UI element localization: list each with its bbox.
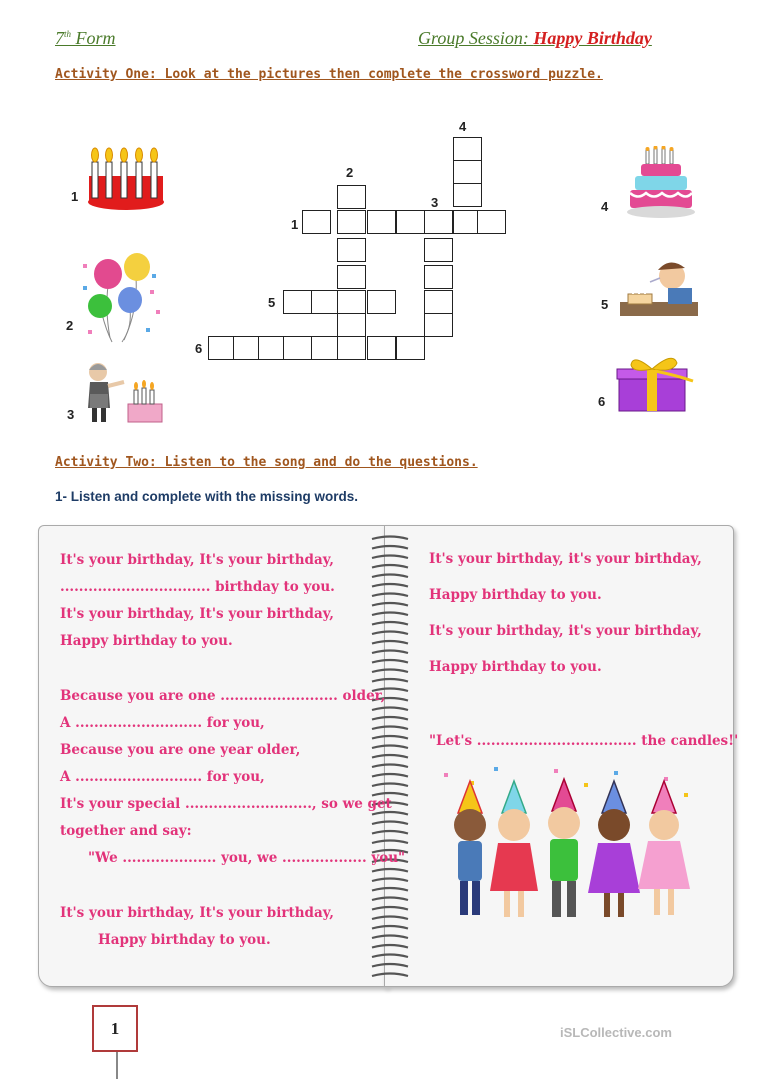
balloons-picture	[80, 250, 168, 345]
song-line[interactable]: "We .................... you, we .................. you"	[88, 850, 406, 866]
crossword-cell[interactable]	[283, 336, 312, 360]
form-label	[55, 28, 116, 49]
clue-number: 3	[431, 195, 439, 210]
song-line[interactable]: A ........................... for you,	[60, 715, 265, 731]
crossword-cell[interactable]	[453, 183, 482, 207]
clue-number: 1	[291, 217, 299, 232]
spiral-coil	[372, 708, 408, 711]
session-title	[418, 28, 652, 49]
clue-number: 6	[195, 341, 203, 356]
crossword-cell[interactable]	[337, 336, 366, 360]
candles-picture	[86, 146, 166, 210]
spiral-coil	[372, 717, 408, 720]
song-line: Happy birthday to you.	[98, 932, 271, 948]
spiral-coil	[372, 546, 408, 549]
spiral-coil	[372, 841, 408, 844]
spiral-coil	[372, 765, 408, 768]
spiral-coil	[372, 964, 408, 967]
song-line: Because you are one year older,	[60, 742, 301, 758]
crossword-cell[interactable]	[424, 265, 453, 289]
spiral-coil	[372, 917, 408, 920]
crossword-cell[interactable]	[311, 336, 340, 360]
session-prefix: Group Session:	[418, 28, 534, 48]
picture-number: 3	[67, 407, 75, 422]
song-line[interactable]: A ........................... for you,	[60, 769, 265, 785]
spiral-coil	[372, 594, 408, 597]
picture-number: 2	[66, 318, 74, 333]
watermark: iSLCollective.com	[560, 1025, 672, 1040]
song-line[interactable]: It's your special ..........................., so we get	[60, 796, 392, 812]
song-line: It's your birthday, it's your birthday,	[429, 623, 702, 639]
crossword-cell[interactable]	[424, 290, 453, 314]
crossword-cell[interactable]	[283, 290, 312, 314]
spiral-coil	[372, 822, 408, 825]
gift-picture	[615, 355, 695, 413]
spiral-coil	[372, 727, 408, 730]
crossword-cell[interactable]	[424, 210, 453, 234]
spiral-coil	[372, 556, 408, 559]
crossword-cell[interactable]	[337, 210, 366, 234]
crossword-cell[interactable]	[396, 336, 425, 360]
spiral-coil	[372, 898, 408, 901]
picture-number: 1	[71, 189, 79, 204]
spiral-coil	[372, 632, 408, 635]
song-line: It's your birthday, It's your birthday,	[60, 606, 334, 622]
spiral-coil	[372, 641, 408, 644]
crossword-cell[interactable]	[424, 238, 453, 262]
crossword-cell[interactable]	[424, 313, 453, 337]
clue-number: 2	[346, 165, 354, 180]
crossword-cell[interactable]	[337, 265, 366, 289]
crossword-cell[interactable]	[477, 210, 506, 234]
crossword-cell[interactable]	[396, 210, 425, 234]
picture-number: 5	[601, 297, 609, 312]
picture-number: 6	[598, 394, 606, 409]
spiral-coil	[372, 679, 408, 682]
spiral-coil	[372, 869, 408, 872]
page-number-line	[116, 1052, 118, 1079]
spiral-coil	[372, 622, 408, 625]
spiral-coil	[372, 537, 408, 540]
clue-number: 5	[268, 295, 276, 310]
crossword-cell[interactable]	[367, 210, 396, 234]
spiral-coil	[372, 974, 408, 977]
spiral-coil	[372, 784, 408, 787]
clue-number: 4	[459, 119, 467, 134]
spiral-coil	[372, 575, 408, 578]
crossword-cell[interactable]	[367, 290, 396, 314]
spiral-coil	[372, 926, 408, 929]
crossword-cell[interactable]	[311, 290, 340, 314]
song-line: together and say:	[60, 823, 192, 839]
song-line: It's your birthday, It's your birthday,	[60, 552, 334, 568]
spiral-coil	[372, 660, 408, 663]
spiral-coil	[372, 613, 408, 616]
crossword-cell[interactable]	[337, 313, 366, 337]
spiral-coil	[372, 603, 408, 606]
activity-one-title: Activity One: Look at the pictures then complete the crossword puzzle.	[55, 67, 603, 82]
blowing-candles-picture	[620, 258, 698, 316]
spiral-coil	[372, 774, 408, 777]
song-line[interactable]: "Let's .................................. the candles!'	[429, 733, 739, 749]
kids-party-picture	[434, 763, 700, 935]
spiral-coil	[372, 879, 408, 882]
form-superscript: th	[64, 29, 72, 39]
spiral-coil	[372, 907, 408, 910]
spiral-binding	[368, 531, 412, 981]
song-line[interactable]: ................................ birthday to you.	[60, 579, 335, 595]
song-line: It's your birthday, it's your birthday,	[429, 551, 702, 567]
spiral-coil	[372, 746, 408, 749]
page-number-box	[92, 1005, 138, 1052]
crossword-cell[interactable]	[337, 290, 366, 314]
crossword-cell[interactable]	[453, 137, 482, 161]
spiral-coil	[372, 955, 408, 958]
page-number: 1	[110, 1018, 120, 1038]
song-line: Happy birthday to you.	[429, 587, 602, 603]
spiral-coil	[372, 565, 408, 568]
spiral-coil	[372, 812, 408, 815]
crossword-cell[interactable]	[367, 336, 396, 360]
song-notebook	[38, 525, 739, 987]
form-number: 7	[55, 28, 64, 48]
picture-number: 4	[601, 199, 609, 214]
spiral-coil	[372, 936, 408, 939]
song-line: Happy birthday to you.	[429, 659, 602, 675]
activity-two-title: Activity Two: Listen to the song and do the questions.	[55, 455, 478, 470]
spiral-coil	[372, 755, 408, 758]
song-line: Happy birthday to you.	[60, 633, 233, 649]
song-line: It's your birthday, It's your birthday,	[60, 905, 334, 921]
form-word: Form	[75, 28, 116, 48]
spiral-coil	[372, 651, 408, 654]
spiral-coil	[372, 670, 408, 673]
crossword-cell[interactable]	[337, 185, 366, 209]
lighting-candles-picture	[82, 360, 168, 426]
spiral-coil	[372, 831, 408, 834]
spiral-coil	[372, 584, 408, 587]
crossword-cell[interactable]	[337, 238, 366, 262]
spiral-coil	[372, 945, 408, 948]
birthday-cake-picture	[626, 146, 696, 222]
spiral-coil	[372, 888, 408, 891]
crossword-cell[interactable]	[453, 160, 482, 184]
spiral-coil	[372, 736, 408, 739]
session-name: Happy Birthday	[533, 28, 652, 48]
song-line[interactable]: Because you are one ......................... older,	[60, 688, 386, 704]
crossword-cell[interactable]	[302, 210, 331, 234]
question-one: 1- Listen and complete with the missing words.	[55, 489, 359, 504]
